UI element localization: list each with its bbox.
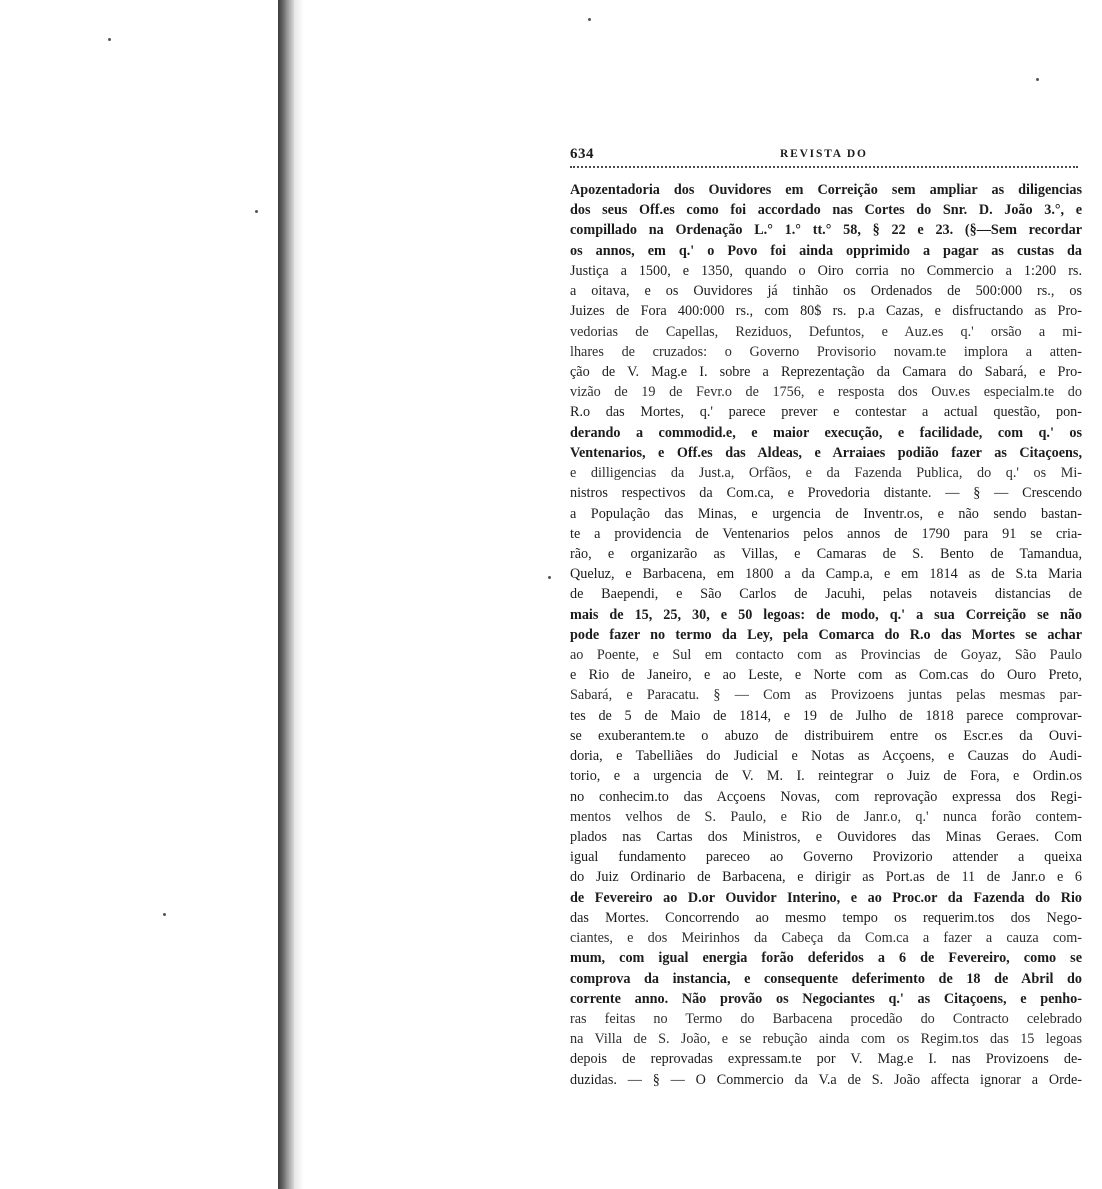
text-line: torio, e a urgencia de V. M. I. reintegrar o Juiz de Fora, e Ordin.os [570,768,1082,785]
text-line: das Mortes. Concorrendo ao mesmo tempo os requerim.tos dos Nego- [570,909,1082,926]
text-line: lhares de cruzados: o Governo Provisorio novam.te implora a atten- [570,343,1082,360]
text-line: rão, e organizarão as Villas, e Camaras de S. Bento de Tamandua, [570,545,1082,562]
text-line: te a providencia de Ventenarios pelos annos de 1790 para 91 se cria- [570,525,1082,542]
header-rule [570,166,1078,168]
text-line: doria, e Tabelliães do Judicial e Notas as Acçoens, e Cauzas do Audi- [570,748,1082,765]
text-line: Queluz, e Barbacena, em 1800 a da Camp.a, e em 1814 as de S.ta Maria [570,566,1082,583]
text-line: Ventenarios, e Off.es das Aldeas, e Arraiaes podião fazer as Citaçoens, [570,444,1082,461]
text-line: derando a commodid.e, e maior execução, e facilidade, com q.' os [570,424,1082,441]
page-header [570,142,1080,168]
text-line: mais de 15, 25, 30, e 50 legoas: de modo, q.' a sua Correição se não [570,606,1082,623]
text-line: Apozentadoria dos Ouvidores em Correição sem ampliar as diligencias [570,182,1082,198]
text-line: do Juiz Ordinario de Barbacena, e dirigir as Port.as de 11 de Janr.o e 6 [570,869,1082,886]
scan-speck [588,18,591,21]
text-line: ção de V. Mag.e I. sobre a Reprezentação da Camara do Sabará, e Pro- [570,363,1082,380]
text-line: igual fundamento pareceo ao Governo Provizorio attender a queixa [570,849,1082,866]
text-line: Juizes de Fora 400:000 rs., com 80$ rs. p.a Cazas, e disfructando as Pro- [570,303,1082,320]
text-line: e dilligencias da Just.a, Orfãos, e da Fazenda Publica, do q.' os Mi- [570,465,1082,482]
running-title: REVISTA DO [780,148,868,160]
page-number: 634 [570,146,594,162]
text-line: Justiça a 1500, e 1350, quando o Oiro corria no Commercio a 1:200 rs. [570,262,1082,279]
scan-speck [108,38,111,41]
text-line: comprova da instancia, e consequente deferimento de 18 de Abril do [570,970,1082,987]
text-line: na Villa de S. João, e se rebução ainda com os Regim.tos das 15 legoas [570,1031,1082,1048]
text-line: a oitava, e os Ouvidores já tinhão os Ordenados de 500:000 rs., os [570,283,1082,300]
text-line: tes de 5 de Maio de 1814, e 19 de Julho de 1818 parece comprovar- [570,707,1082,724]
text-line: a População das Minas, e urgencia de Inventr.os, e não sendo bastan- [570,505,1082,522]
scan-speck [1036,78,1039,81]
scan-speck [548,576,551,579]
text-line: dos seus Off.es como foi accordado nas Cortes do Snr. D. João 3.°, e [570,202,1082,219]
text-line: vedorias de Capellas, Reziduos, Defuntos, e Auz.es q.' orsão a mi- [570,323,1082,340]
text-line: mum, com igual energia forão deferidos a 6 de Fevereiro, como se [570,950,1082,967]
text-line: duzidas. — § — O Commercio da V.a de S. João affecta ignorar a Orde- [570,1071,1082,1088]
text-line: no conhecim.to das Acçoens Novas, com reprovação expressa dos Regi- [570,788,1082,805]
scan-speck [255,210,258,213]
text-line: de Baependi, e São Carlos de Jacuhi, pelas notaveis distancias de [570,586,1082,603]
text-line: pode fazer no termo da Ley, pela Comarca do R.o das Mortes se achar [570,626,1082,643]
page-body-text [570,180,1082,1090]
text-line: plados nas Cartas dos Ministros, e Ouvidores das Minas Geraes. Com [570,829,1082,845]
text-line: e Rio de Janeiro, e ao Leste, e Norte com as Com.cas do Ouro Preto, [570,667,1082,684]
text-line: compillado na Ordenação L.° 1.° tt.° 58, § 22 e 23. (§—Sem recordar [570,222,1082,239]
binding-gutter-shadow [278,0,294,1189]
text-line: corrente anno. Não provão os Negociantes q.' as Citaçoens, e penho- [570,990,1082,1007]
text-line: os annos, em q.' o Povo foi ainda opprimido a pagar as custas da [570,242,1082,259]
text-line: ras feitas no Termo do Barbacena procedão do Contracto celebrado [570,1010,1082,1027]
text-line: ciantes, e dos Meirinhos da Cabeça da Com.ca a fazer a cauza com- [570,930,1082,947]
text-line: vizão de 19 de Fevr.o de 1756, e resposta dos Ouv.es especialm.te do [570,384,1082,401]
text-line: ao Poente, e Sul em contacto com as Provincias de Goyaz, São Paulo [570,647,1082,664]
text-line: R.o das Mortes, q.' parece prever e contestar a actual questão, pon- [570,404,1082,421]
text-line: Sabará, e Paracatu. § — Com as Provizoens juntas pelas mesmas par- [570,687,1082,704]
text-line: se exuberantem.te o abuzo de distribuirem entre os Escr.es da Ouvi- [570,727,1082,744]
text-line: de Fevereiro ao D.or Ouvidor Interino, e ao Proc.or da Fazenda do Rio [570,889,1082,906]
scan-speck [163,913,166,916]
text-line: nistros respectivos da Com.ca, e Provedoria distante. — § — Crescendo [570,485,1082,502]
text-line: mentos velhos de S. Paulo, e Rio de Janr.o, q.' nunca forão contem- [570,808,1082,825]
gutter-fade [294,0,304,1189]
text-line: depois de reprovadas expressam.te por V. Mag.e I. nas Provizoens de- [570,1051,1082,1068]
